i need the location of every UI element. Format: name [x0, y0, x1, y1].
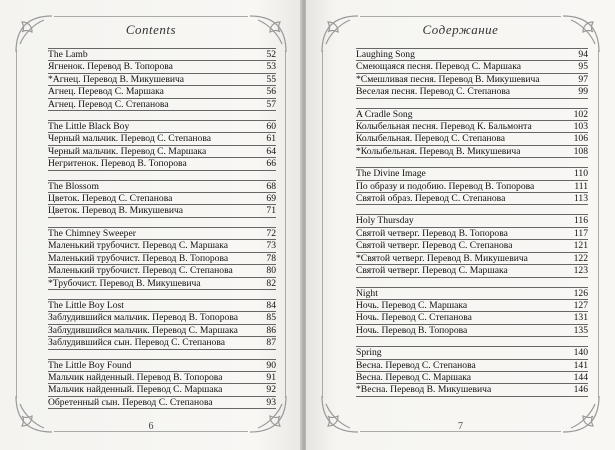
- entry-title: Святой четверг. Перевод С. Маршака: [356, 265, 508, 277]
- frame-line-top: [360, 16, 561, 17]
- entry-title: Ночь. Перевод В. Топорова: [356, 324, 468, 336]
- entry-title: Колыбельная. Перевод С. Степанова: [356, 133, 506, 145]
- entry-page-number: 108: [573, 145, 588, 157]
- frame-line-left: [16, 50, 17, 398]
- entry-page-number: 84: [266, 299, 276, 311]
- section-heading-entry: [48, 120, 276, 133]
- entry-page-number: 80: [266, 265, 276, 277]
- translation-entry: [48, 205, 276, 217]
- entry-title: Цветок. Перевод В. Микушевича: [48, 205, 184, 217]
- entry-page-number: 91: [266, 371, 276, 383]
- entry-title: *Трубочист. Перевод В. Микушевича: [48, 277, 201, 289]
- entry-title: Черный мальчик. Перевод С. Маршака: [48, 145, 207, 157]
- entry-page-number: 92: [266, 384, 276, 396]
- page-number: 7: [458, 421, 463, 432]
- translation-entry: [48, 61, 276, 73]
- section-heading-entry: [356, 167, 588, 180]
- frame-line-right: [285, 50, 286, 398]
- translation-entry: [356, 312, 588, 324]
- entry-page-number: 127: [573, 299, 588, 311]
- entry-title: Веселая песня. Перевод С. Степанова: [356, 86, 511, 98]
- entry-page-number: 126: [573, 287, 588, 299]
- translation-entry: [48, 278, 276, 290]
- contents-section: [48, 227, 276, 290]
- entry-page-number: 64: [266, 145, 276, 157]
- translation-entry: [356, 74, 588, 86]
- translation-entry: [356, 265, 588, 277]
- left-page: [0, 0, 302, 450]
- translation-entry: [356, 240, 588, 252]
- translation-entry: [356, 86, 588, 98]
- entry-page-number: 140: [573, 347, 588, 359]
- contents-list: [356, 48, 588, 406]
- entry-page-number: 52: [266, 49, 276, 60]
- translation-entry: [356, 372, 588, 384]
- entry-title: *Колыбельная. Перевод В. Микушевича: [356, 145, 521, 157]
- entry-page-number: 117: [573, 227, 588, 239]
- translation-entry: [356, 384, 588, 396]
- translation-entry: [356, 133, 588, 145]
- entry-page-number: 144: [573, 371, 588, 383]
- entry-title: Заблудившийся мальчик. Перевод С. Маршака: [48, 324, 238, 336]
- entry-title: Святой образ. Перевод С. Степанова: [356, 193, 506, 205]
- entry-page-number: 85: [266, 312, 276, 324]
- contents-section: [356, 48, 588, 99]
- entry-title: Негритенок. Перевод В. Топорова: [48, 158, 187, 170]
- entry-title: Цветок. Перевод С. Степанова: [48, 193, 173, 205]
- translation-entry: [356, 228, 588, 240]
- entry-title: *Святой четверг. Перевод В. Микушевича: [356, 252, 528, 264]
- entry-title: Ягненок. Перевод В. Топорова: [48, 61, 173, 73]
- entry-page-number: 131: [573, 312, 588, 324]
- entry-page-number: 95: [578, 61, 588, 73]
- entry-page-number: 94: [578, 49, 588, 60]
- translation-entry: [48, 99, 276, 111]
- contents-section: [48, 180, 276, 218]
- contents-section: [356, 346, 588, 397]
- translation-entry: [356, 146, 588, 158]
- entry-page-number: 122: [573, 252, 588, 264]
- contents-list: [48, 48, 276, 418]
- entry-page-number: 78: [266, 252, 276, 264]
- entry-title: *Смешливая песня. Перевод В. Микушевича: [356, 73, 540, 85]
- translation-entry: [356, 325, 588, 337]
- entry-page-number: 82: [266, 277, 276, 289]
- entry-title: Ночь. Перевод С. Маршака: [356, 299, 468, 311]
- entry-title: Черный мальчик. Перевод С. Степанова: [48, 133, 212, 145]
- entry-page-number: 97: [578, 73, 588, 85]
- entry-title: Ночь. Перевод С. Степанова: [356, 312, 472, 324]
- entry-title: Маленький трубочист. Перевод В. Топорова: [48, 252, 229, 264]
- entry-page-number: 113: [573, 193, 588, 205]
- translation-entry: [356, 300, 588, 312]
- entry-title: The Little Black Boy: [48, 121, 130, 133]
- entry-page-number: 72: [266, 227, 276, 239]
- contents-section: [48, 120, 276, 171]
- translation-entry: [356, 193, 588, 205]
- translation-entry: [356, 253, 588, 265]
- entry-title: *Агнец. Перевод В. Микушевича: [48, 73, 185, 85]
- contents-section: [356, 287, 588, 338]
- contents-section: [356, 167, 588, 205]
- section-heading-entry: [48, 180, 276, 193]
- contents-section: [356, 214, 588, 277]
- entry-page-number: 103: [573, 121, 588, 133]
- entry-page-number: 123: [573, 265, 588, 277]
- entry-page-number: 56: [266, 86, 276, 98]
- entry-page-number: 141: [573, 359, 588, 371]
- entry-page-number: 66: [266, 158, 276, 170]
- translation-entry: [48, 325, 276, 337]
- entry-page-number: 71: [266, 205, 276, 217]
- entry-page-number: 116: [573, 215, 588, 227]
- frame-line-right: [598, 50, 599, 398]
- entry-title: Spring: [356, 347, 382, 359]
- entry-page-number: 53: [266, 61, 276, 73]
- entry-title: Святой четверг. Перевод В. Топорова: [356, 227, 508, 239]
- entry-title: По образу и подобию. Перевод В. Топорова: [356, 180, 535, 192]
- section-heading-entry: [356, 346, 588, 359]
- translation-entry: [48, 193, 276, 205]
- translation-entry: [48, 158, 276, 170]
- entry-page-number: 55: [266, 73, 276, 85]
- entry-title: Весна. Перевод С. Степанова: [356, 359, 476, 371]
- entry-page-number: 61: [266, 133, 276, 145]
- entry-page-number: 90: [266, 359, 276, 371]
- entry-title: Мальчик найденный. Перевод В. Топорова: [48, 371, 223, 383]
- entry-title: Агнец. Перевод С. Маршака: [48, 86, 164, 98]
- entry-page-number: 146: [573, 384, 588, 396]
- section-heading-entry: [48, 227, 276, 240]
- page-title: Contents: [125, 22, 177, 37]
- translation-entry: [48, 397, 276, 409]
- contents-section: [48, 299, 276, 350]
- entry-page-number: 68: [266, 180, 276, 192]
- section-heading-entry: [356, 214, 588, 227]
- page-title: Содержание: [422, 22, 499, 37]
- section-heading-entry: [356, 287, 588, 300]
- entry-title: The Lamb: [48, 49, 88, 60]
- entry-title: Мальчик найденный. Перевод С. Маршака: [48, 384, 223, 396]
- section-heading-entry: [48, 299, 276, 312]
- contents-section: [48, 359, 276, 410]
- entry-title: *Весна. Перевод В. Микушевича: [356, 384, 492, 396]
- translation-entry: [356, 181, 588, 193]
- entry-title: Обретенный сын. Перевод С. Степанова: [48, 396, 213, 408]
- entry-title: The Little Boy Lost: [48, 299, 124, 311]
- translation-entry: [48, 146, 276, 158]
- entry-title: Смеющаяся песня. Перевод С. Маршака: [356, 61, 521, 73]
- entry-page-number: 86: [266, 324, 276, 336]
- entry-title: Маленький трубочист. Перевод С. Степанова: [48, 265, 233, 277]
- entry-title: The Divine Image: [356, 168, 426, 180]
- translation-entry: [48, 372, 276, 384]
- entry-page-number: 121: [573, 240, 588, 252]
- translation-entry: [48, 265, 276, 277]
- entry-title: Агнец. Перевод С. Степанова: [48, 98, 169, 110]
- translation-entry: [48, 240, 276, 252]
- translation-entry: [48, 337, 276, 349]
- entry-page-number: 110: [573, 168, 588, 180]
- section-heading-entry: [356, 108, 588, 121]
- entry-title: The Blossom: [48, 180, 99, 192]
- entry-page-number: 93: [266, 396, 276, 408]
- frame-line-top: [54, 16, 248, 17]
- contents-section: [356, 108, 588, 159]
- section-heading-entry: [356, 48, 588, 61]
- entry-title: Весна. Перевод С. Маршака: [356, 371, 472, 383]
- contents-section: [48, 48, 276, 111]
- entry-page-number: 60: [266, 121, 276, 133]
- translation-entry: [356, 121, 588, 133]
- entry-page-number: 57: [266, 98, 276, 110]
- entry-page-number: 87: [266, 337, 276, 349]
- entry-title: Заблудившийся сын. Перевод С. Степанова: [48, 337, 226, 349]
- entry-title: Night: [356, 287, 378, 299]
- frame-line-left: [322, 50, 323, 398]
- entry-title: The Chimney Sweeper: [48, 227, 136, 239]
- section-heading-entry: [48, 359, 276, 372]
- entry-page-number: 135: [573, 324, 588, 336]
- translation-entry: [356, 360, 588, 372]
- entry-title: Маленький трубочист. Перевод С. Маршака: [48, 240, 229, 252]
- entry-page-number: 106: [573, 133, 588, 145]
- entry-page-number: 99: [578, 86, 588, 98]
- entry-title: A Cradle Song: [356, 108, 413, 120]
- entry-title: Laughing Song: [356, 49, 415, 60]
- translation-entry: [48, 253, 276, 265]
- translation-entry: [356, 61, 588, 73]
- translation-entry: [48, 133, 276, 145]
- translation-entry: [48, 312, 276, 324]
- right-page: [306, 0, 615, 450]
- entry-page-number: 102: [573, 108, 588, 120]
- entry-title: Колыбельная песня. Перевод К. Бальмонта: [356, 121, 532, 133]
- page-number: 6: [148, 421, 154, 432]
- entry-title: Святой четверг. Перевод С. Степанова: [356, 240, 513, 252]
- entry-page-number: 73: [266, 240, 276, 252]
- entry-title: Holy Thursday: [356, 215, 414, 227]
- translation-entry: [48, 86, 276, 98]
- section-heading-entry: [48, 48, 276, 61]
- entry-title: Заблудившийся мальчик. Перевод В. Топорова: [48, 312, 238, 324]
- translation-entry: [48, 384, 276, 396]
- entry-title: The Little Boy Found: [48, 359, 132, 371]
- entry-page-number: 69: [266, 193, 276, 205]
- entry-page-number: 111: [574, 180, 588, 192]
- translation-entry: [48, 74, 276, 86]
